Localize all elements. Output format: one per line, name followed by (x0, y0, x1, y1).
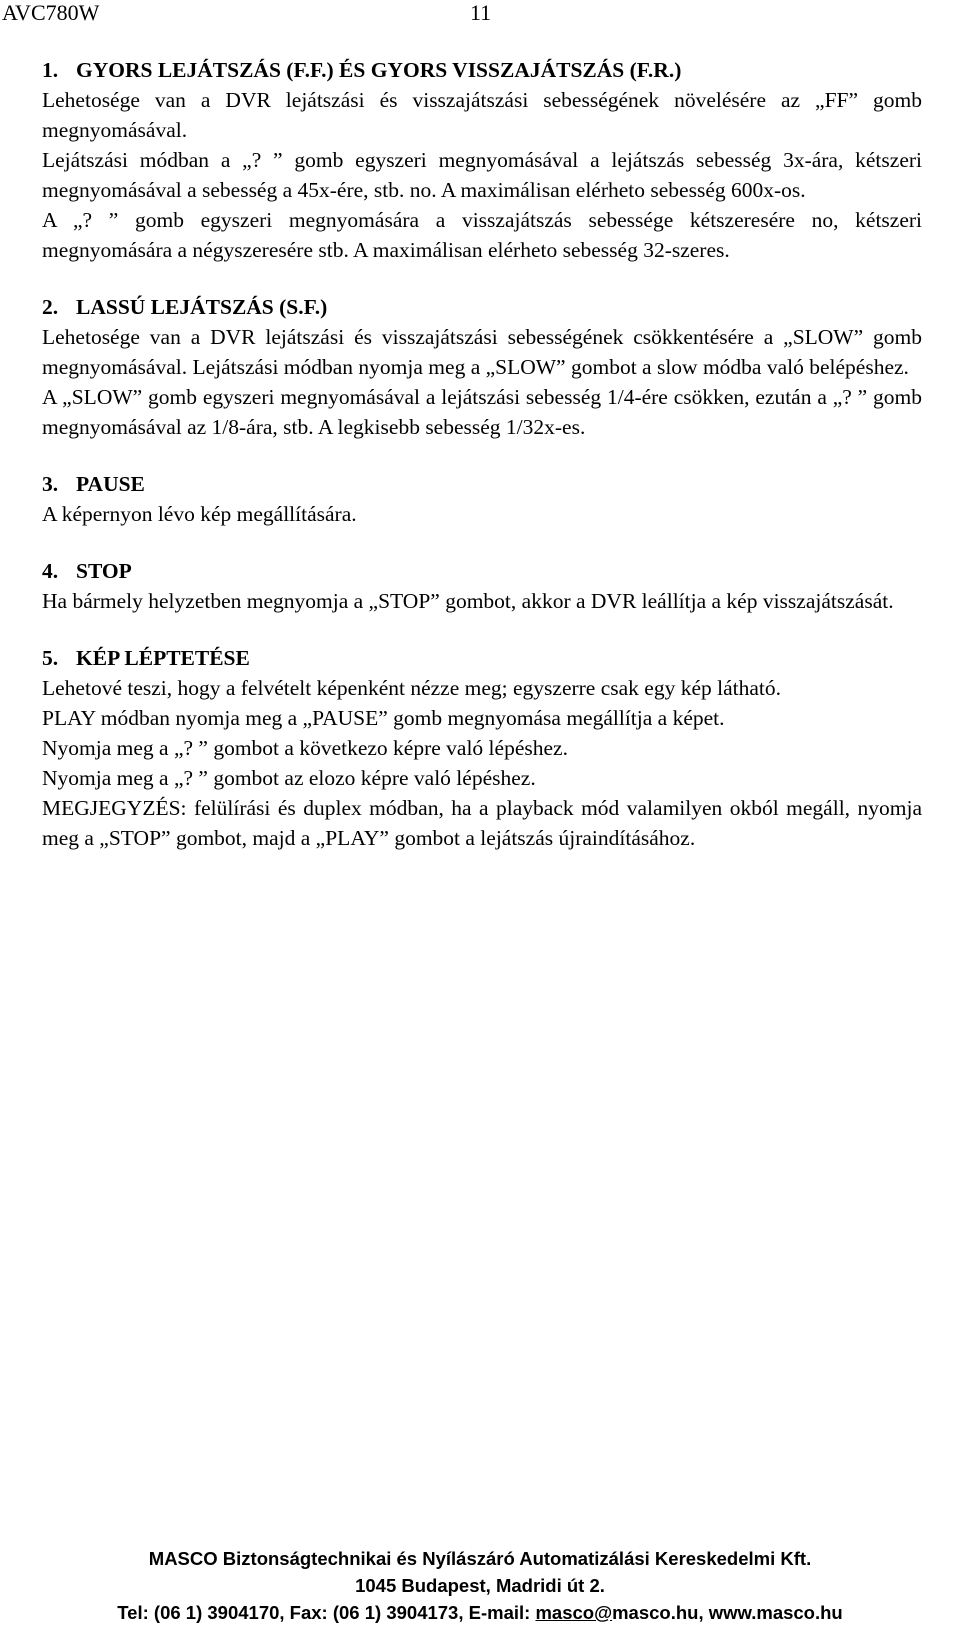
footer-company: MASCO Biztonságtechnikai és Nyílászáró Automatizálási Kereskedelmi Kft. (148, 1548, 812, 1569)
paragraph: Nyomja meg a „? ” gombot az elozo képre való lépéshez. (42, 766, 536, 790)
section-stop (42, 556, 922, 616)
paragraph: Nyomja meg a „? ” gombot a következo képre való lépéshez. (42, 736, 568, 760)
footer-contact-prefix: Tel: (06 1) 3904170, Fax: (06 1) 3904173, E-mail: (117, 1602, 536, 1623)
section-heading (42, 292, 922, 322)
section-title: GYORS LEJÁTSZÁS (F.F.) ÉS GYORS VISSZAJÁTSZÁS (F.R.) (76, 58, 682, 82)
paragraph: PLAY módban nyomja meg a „PAUSE” gomb megnyomása megállítja a képet. (42, 706, 725, 730)
section-fast-forward-rewind (42, 55, 922, 265)
footer-contact-suffix: masco.hu, www.masco.hu (612, 1602, 843, 1623)
manual-content (42, 55, 922, 853)
footer-contact (0, 1599, 960, 1627)
section-slow-play (42, 292, 922, 442)
model-name: AVC780W (2, 0, 100, 25)
section-heading (42, 643, 922, 673)
section-heading (42, 55, 922, 85)
section-title: LASSÚ LEJÁTSZÁS (S.F.) (76, 295, 328, 319)
section-heading (42, 556, 922, 586)
section-number: 1. (42, 58, 59, 82)
paragraph: Lejátszási módban a „? ” gomb egyszeri megnyomásával a lejátszás sebesség 3x-ára, kétszeri megnyomásával a sebesség a 45x-ére, stb. no. A maximálisan elérheto sebesség 600x-os. (42, 148, 922, 202)
section-heading (42, 469, 922, 499)
section-frame-step (42, 643, 922, 853)
section-title: PAUSE (76, 472, 145, 496)
paragraph: Lehetosége van a DVR lejátszási és visszajátszási sebességének növelésére az „FF” gomb megnyomásával. (42, 88, 922, 142)
paragraph: A képernyon lévo kép megállítására. (42, 502, 357, 526)
section-number: 5. (42, 646, 59, 670)
paragraph: Ha bármely helyzetben megnyomja a „STOP” gombot, akkor a DVR leállítja a kép visszajátszását. (42, 589, 894, 613)
section-number: 4. (42, 559, 59, 583)
section-pause (42, 469, 922, 529)
note-paragraph: MEGJEGYZÉS: felülírási és duplex módban, ha a playback mód valamilyen okból megáll, nyomja meg a „STOP” gombot, majd a „PLAY” gombot a lejátszás újraindításához. (42, 796, 922, 850)
section-title: STOP (76, 559, 132, 583)
paragraph: A „SLOW” gomb egyszeri megnyomásával a lejátszási sebesség 1/4-ére csökken, ezután a „? ” gomb megnyomásával az 1/8-ára, stb. A legkisebb sebesség 1/32x-es. (42, 385, 922, 439)
paragraph: Lehetové teszi, hogy a felvételt képenként nézze meg; egyszerre csak egy kép látható. (42, 676, 782, 700)
paragraph: Lehetosége van a DVR lejátszási és visszajátszási sebességének csökkentésére a „SLOW” gomb megnyomásával. Lejátszási módban nyomja meg a „SLOW” gombot a slow módba való belépéshez. (42, 325, 922, 379)
page-number: 11 (470, 0, 492, 25)
section-number: 2. (42, 295, 59, 319)
section-title: KÉP LÉPTETÉSE (76, 646, 250, 670)
paragraph: A „? ” gomb egyszeri megnyomására a visszajátszás sebessége kétszeresére no, kétszeri megnyomására a négyszeresére stb. A maximálisan elérheto sebesség 32-szeres. (42, 208, 922, 262)
section-number: 3. (42, 472, 59, 496)
footer-address: 1045 Budapest, Madridi út 2. (355, 1575, 605, 1596)
page-header (2, 0, 902, 30)
email-link[interactable]: masco@ (535, 1602, 613, 1623)
